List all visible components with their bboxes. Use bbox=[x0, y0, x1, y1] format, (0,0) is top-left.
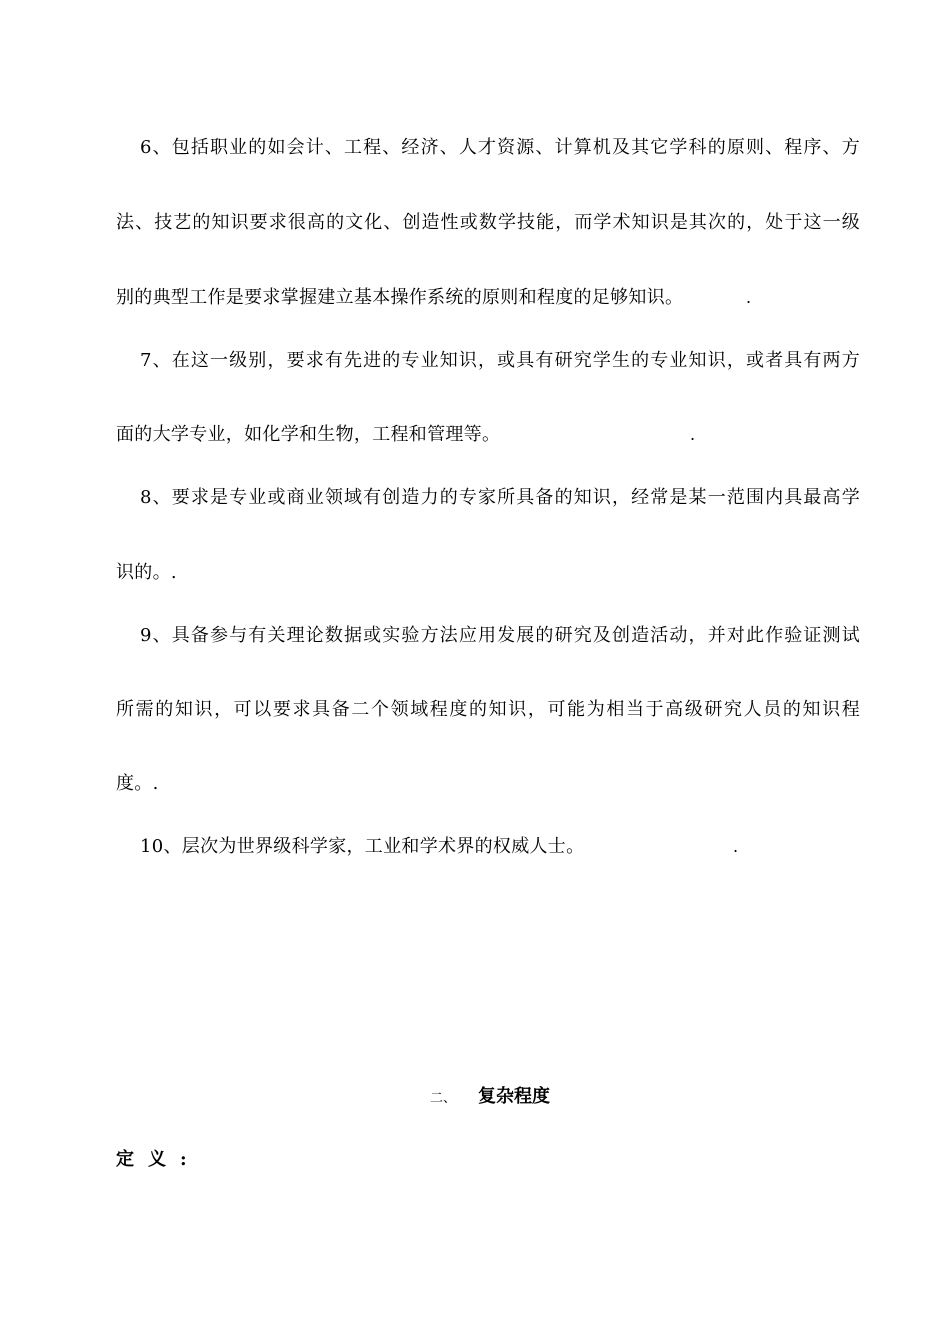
item-7-line-1: 7、在这一级别，要求有先进的专业知识，或具有研究学生的专业知识，或者具有两方 bbox=[140, 350, 860, 371]
definition-label: 定义: bbox=[116, 1149, 201, 1170]
item-7-trail-dot: . bbox=[690, 425, 696, 444]
item-6-line-3: 别的典型工作是要求掌握建立基本操作系统的原则和程度的足够知识。 bbox=[116, 287, 684, 308]
item-8-line-2: 识的。. bbox=[116, 562, 177, 583]
section-title: 复杂程度 bbox=[478, 1086, 551, 1107]
item-6-line-2: 法、技艺的知识要求很高的文化、创造性或数学技能，而学术知识是其次的，处于这一级 bbox=[116, 212, 860, 233]
item-9-line-3: 度。. bbox=[116, 773, 159, 794]
section-heading bbox=[430, 1085, 550, 1111]
item-6-trail-dot: . bbox=[746, 288, 752, 307]
item-10-trail-dot: . bbox=[733, 837, 739, 856]
item-8-line-1: 8、要求是专业或商业领域有创造力的专家所具备的知识，经常是某一范围内具最高学 bbox=[140, 487, 860, 508]
item-6-line-1: 6、包括职业的如会计、工程、经济、人才资源、计算机及其它学科的原则、程序、方 bbox=[140, 137, 860, 158]
item-9-line-1: 9、具备参与有关理论数据或实验方法应用发展的研究及创造活动，并对此作验证测试 bbox=[140, 625, 860, 646]
item-9-line-2: 所需的知识，可以要求具备二个领域程度的知识，可能为相当于高级研究人员的知识程 bbox=[116, 699, 860, 720]
item-10-line-1: 10、层次为世界级科学家，工业和学术界的权威人士。 bbox=[140, 836, 585, 857]
item-7-line-2: 面的大学专业，如化学和生物，工程和管理等。 bbox=[116, 424, 501, 445]
section-number: 二、 bbox=[430, 1091, 457, 1106]
